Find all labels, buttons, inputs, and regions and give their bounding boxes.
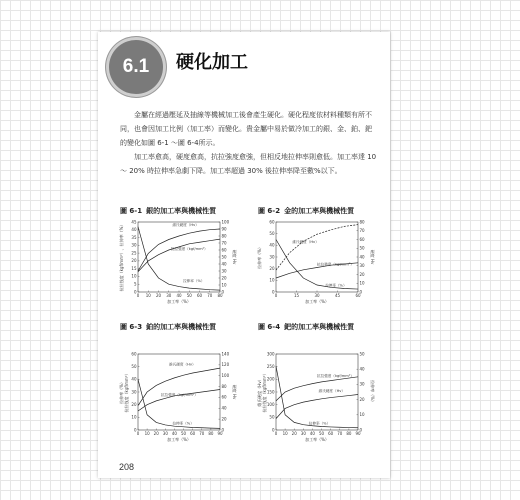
left-axis-label: 拉伸率（%） [257, 245, 262, 269]
y-tick-label: 20 [269, 265, 275, 271]
y-tick-label: 10 [269, 277, 275, 283]
y-tick-label: 30 [131, 242, 137, 248]
y2-tick-label: 20 [359, 271, 365, 277]
x-tick-label: 10 [145, 293, 151, 298]
right-axis-label: 拉伸率（%） [370, 380, 375, 404]
x-tick-label: 45 [334, 293, 341, 298]
y2-tick-label: 50 [221, 254, 227, 260]
curve-label-1: 維氏硬度（Hv） [172, 223, 199, 228]
x-tick-label: 40 [176, 293, 182, 298]
figure-4-caption [258, 322, 354, 332]
figure-3-chart [118, 332, 244, 450]
series-line-1 [276, 377, 358, 401]
y-tick-label: 15 [131, 265, 137, 271]
x-axis-label: 加工率（%） [305, 437, 329, 442]
y2-tick-label: 120 [221, 362, 230, 368]
x-tick-label: 90 [355, 431, 361, 436]
x-tick-label: 20 [291, 431, 297, 436]
y-tick-label: 200 [266, 376, 275, 382]
y2-tick-label: 10 [359, 412, 365, 418]
y2-tick-label: 80 [221, 233, 227, 239]
y-tick-label: 30 [131, 389, 137, 395]
y-tick-label: 50 [269, 230, 275, 236]
chapter-title: 硬化加工 [176, 52, 248, 73]
x-tick-label: 30 [300, 431, 306, 436]
x-tick-label: 70 [337, 431, 343, 436]
page-number: 208 [119, 462, 135, 472]
y2-tick-label: 0 [359, 289, 363, 295]
y2-tick-label: 100 [221, 219, 230, 225]
x-tick-label: 60 [190, 431, 196, 436]
curve-label-1: 抗拉強度（kgf/mm²） [317, 373, 354, 378]
x-tick-label: 30 [166, 293, 172, 298]
y-tick-label: 60 [131, 351, 137, 357]
right-axis-label: 硬度 Hv [232, 384, 237, 400]
figure-1-caption [120, 206, 216, 216]
y-tick-label: 300 [266, 351, 275, 357]
y-tick-label: 25 [131, 250, 137, 256]
x-tick-label: 0 [274, 431, 278, 436]
y2-tick-label: 30 [359, 381, 365, 387]
y2-tick-label: 50 [359, 351, 365, 357]
y2-tick-label: 40 [221, 405, 227, 411]
figure-2-number: 圖 6-2 [258, 207, 281, 215]
y2-tick-label: 70 [221, 240, 227, 246]
y2-tick-label: 20 [221, 275, 227, 281]
x-tick-label: 20 [153, 431, 159, 436]
y-tick-label: 45 [131, 219, 137, 225]
x-tick-label: 50 [181, 431, 187, 436]
x-tick-label: 90 [217, 431, 223, 436]
curve-label-2: 維氏硬度（Hv） [318, 389, 346, 393]
x-tick-label: 20 [155, 293, 162, 298]
x-tick-label: 80 [217, 293, 223, 298]
paragraph-2: 加工率愈高，硬度愈高，抗拉強度愈強，但相反地拉伸率則愈低。加工率達 10 ～ 20% 時拉伸率急劇下降。加工率超過 30% 後拉伸率降至數%以下。 [120, 153, 377, 175]
y-tick-label: 35 [131, 234, 137, 240]
figure-1-number: 圖 6-1 [120, 207, 143, 215]
chapter-badge [106, 37, 166, 97]
left-axis-label-2: 抗拉強度（kgf/mm²） [262, 371, 267, 413]
x-tick-label: 30 [162, 431, 168, 436]
y-tick-label: 0 [133, 427, 137, 433]
y-tick-label: 5 [133, 281, 137, 287]
y2-tick-label: 40 [221, 261, 227, 267]
y2-tick-label: 40 [359, 254, 365, 260]
x-tick-label: 70 [207, 293, 213, 298]
figure-2-caption [258, 206, 354, 216]
y2-tick-label: 10 [221, 282, 227, 288]
x-axis-label: 加工率（%） [167, 437, 191, 442]
y2-tick-label: 30 [221, 268, 227, 274]
y2-tick-label: 60 [221, 247, 227, 253]
y2-tick-label: 10 [359, 280, 365, 286]
y-tick-label: 150 [266, 389, 275, 395]
left-axis-label: 拉伸率（%） [119, 380, 124, 404]
y2-tick-label: 20 [221, 416, 227, 422]
y-tick-label: 30 [269, 254, 275, 260]
figure-3-caption [120, 322, 216, 332]
x-tick-label: 60 [328, 431, 334, 436]
x-tick-label: 10 [144, 431, 150, 436]
plot-frame [276, 222, 358, 292]
y-tick-label: 20 [131, 401, 137, 407]
x-tick-label: 60 [355, 293, 361, 298]
right-axis-label: 硬度 Hv [370, 249, 375, 265]
y2-tick-label: 40 [359, 366, 365, 372]
x-tick-label: 0 [274, 293, 278, 298]
y2-tick-label: 50 [359, 245, 365, 251]
y-tick-label: 40 [269, 242, 275, 248]
y-tick-label: 0 [271, 289, 275, 295]
y2-tick-label: 0 [359, 427, 363, 433]
plot-frame [138, 222, 220, 292]
x-tick-label: 10 [282, 431, 288, 436]
x-tick-label: 50 [319, 431, 325, 436]
x-tick-label: 80 [346, 431, 352, 436]
curve-label-3: 拉伸率（%） [183, 279, 205, 284]
y-tick-label: 0 [133, 289, 137, 295]
figure-2-chart [256, 216, 382, 308]
figure-4-chart [256, 332, 382, 450]
x-tick-label: 40 [309, 431, 315, 436]
y-tick-label: 60 [269, 219, 275, 225]
y2-tick-label: 60 [221, 394, 227, 400]
x-tick-label: 70 [199, 431, 205, 436]
left-axis-label: 抗拉強度（kgf/mm²）、拉伸率（%） [119, 222, 124, 292]
figure-1-chart [118, 216, 244, 308]
y2-tick-label: 30 [359, 263, 365, 269]
curve-label-3: 拉伸率（%） [172, 421, 194, 426]
plot-frame [276, 354, 358, 430]
y-tick-label: 20 [131, 258, 137, 264]
y2-tick-label: 100 [221, 373, 230, 379]
y2-tick-label: 90 [221, 226, 227, 232]
curve-label-2: 抗拉強度（kgf/mm²） [160, 392, 198, 397]
curve-label-1: 維氏硬度（Hv） [292, 240, 319, 244]
left-axis-label-2: 抗拉強度（kgf/mm²） [124, 371, 129, 413]
curve-label-3: 拉伸率（%） [325, 283, 347, 288]
y-tick-label: 50 [269, 414, 275, 420]
figure-2-title: 金的加工率與機械性質 [284, 207, 355, 215]
curve-label-2: 抗拉強度（kgf/mm²） [317, 262, 354, 267]
y2-tick-label: 0 [221, 427, 225, 433]
x-tick-label: 60 [196, 293, 203, 298]
series-line-2 [276, 395, 358, 419]
y2-tick-label: 20 [359, 396, 365, 402]
x-tick-label: 0 [136, 293, 140, 298]
x-tick-label: 50 [186, 293, 192, 298]
x-tick-label: 30 [314, 293, 320, 298]
y-tick-label: 40 [131, 227, 137, 233]
y2-tick-label: 70 [359, 228, 365, 234]
x-tick-label: 15 [293, 293, 300, 298]
curve-label-2: 抗拉強度（kgf/mm²） [170, 247, 208, 251]
y-tick-label: 40 [131, 376, 137, 382]
x-tick-label: 40 [171, 431, 177, 436]
y-tick-label: 10 [131, 414, 137, 420]
chapter-number: 6.1 [122, 56, 150, 77]
y-tick-label: 100 [266, 401, 275, 407]
figure-1-title: 銀的加工率與機械性質 [146, 207, 217, 215]
x-axis-label: 加工率（%） [305, 299, 329, 304]
figure-3-number: 圖 6-3 [120, 323, 143, 331]
curve-label-1: 維氏硬度（Hv） [169, 362, 196, 367]
figure-3-title: 鉑的加工率與機械性質 [146, 323, 217, 331]
y2-tick-label: 140 [221, 351, 230, 357]
y-tick-label: 0 [271, 427, 275, 433]
x-tick-label: 0 [136, 431, 140, 436]
y2-tick-label: 0 [221, 289, 225, 295]
y-tick-label: 50 [131, 363, 137, 369]
curve-label-3: 拉伸率（%） [308, 421, 331, 426]
left-axis-label: 維氏硬度（Hv） [257, 377, 262, 407]
y-tick-label: 10 [131, 273, 137, 279]
x-tick-label: 80 [208, 431, 214, 436]
y2-tick-label: 60 [359, 236, 365, 242]
figure-4-number: 圖 6-4 [258, 323, 281, 331]
y-tick-label: 250 [266, 363, 275, 369]
right-axis-label: 硬度 Hv [232, 249, 237, 265]
x-axis-label: 加工率（%） [167, 299, 191, 304]
y2-tick-label: 80 [221, 383, 227, 389]
figure-4-title: 鈀的加工率與機械性質 [284, 323, 355, 331]
y2-tick-label: 80 [359, 219, 365, 225]
series-line-1 [138, 368, 220, 405]
paragraph-1: 金屬在經過壓延及抽線等機械加工後會產生硬化。硬化程度依材料種類有所不同，也會因加工比例（加工率）而變化。貴金屬中易於做冷加工的銀、金、鉑、鈀的變化如圖 6-1 ～圖 6-4所示。 [120, 111, 372, 147]
